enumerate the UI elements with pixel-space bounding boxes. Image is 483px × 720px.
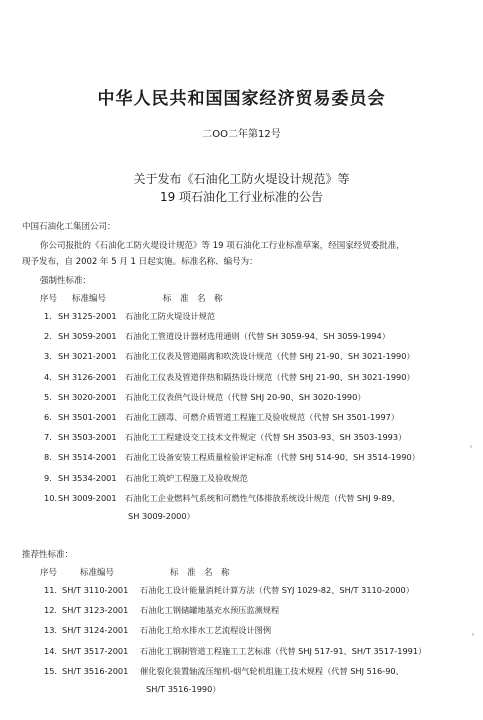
paragraph-line2: 现予发布，自 2002 年 5 月 1 日起实施。标准名称、编号为： — [22, 257, 258, 267]
row-number: 1. — [44, 311, 52, 321]
standard-name: 石油化工剧毒、可燃介质管道工程施工及验收规范（代替 SH 3501-1997） — [125, 412, 400, 422]
standard-code: SH 3009-2001 — [58, 492, 117, 503]
standard-code: SH 3126-2001 — [58, 371, 117, 382]
recommended-heading: 推荐性标准： — [22, 550, 74, 560]
row-number: 9. — [44, 472, 52, 483]
row-number: 6. — [44, 412, 52, 422]
standard-name: 石油化工管道设计器材选用通则（代替 SH 3059-94、SH 3059-1994） — [125, 331, 390, 342]
mandatory-col-seq: 序号 — [40, 294, 58, 304]
standard-code: SH 3125-2001 — [58, 311, 117, 321]
standard-code: SH 3021-2001 — [58, 351, 117, 362]
standard-name: 石油化工钢储罐地基充水预压监测规程 — [140, 605, 280, 616]
standard-code: SH/T 3110-2001 — [62, 585, 129, 595]
standard-name: 石油化工设备安装工程质量检验评定标准（代替 SHJ 514-90、SH 3514-1990） — [125, 452, 420, 463]
recommended-col-seq: 序号 — [40, 568, 58, 578]
mandatory-col-code: 标准编号 — [72, 294, 107, 304]
scan-mark — [472, 633, 474, 636]
row-number: 7. — [44, 432, 52, 443]
standard-code: SH 3059-2001 — [58, 331, 117, 342]
paragraph-line1: 你公司报批的《石油化工防火堤设计规范》等 19 项石油化工行业标准草案，经国家经贸委批准， — [40, 241, 405, 251]
standard-name-continued: SH/T 3516-1990） — [146, 684, 221, 694]
standard-name: 催化裂化装置轴流压缩机-烟气轮机组施工技术规程（代替 SHJ 516-90、 — [140, 665, 404, 676]
row-number: 5. — [44, 391, 52, 402]
row-number: 11. — [44, 585, 58, 595]
row-number: 15. — [44, 665, 58, 676]
scan-mark — [470, 445, 472, 448]
standard-name: 石油化工仪表及管道隔离和吹洗设计规范（代替 SHJ 21-90、SH 3021-1990） — [125, 351, 415, 362]
standard-name: 石油化工工程建设交工技术文件规定（代替 SH 3503-93、SH 3503-1993） — [125, 432, 407, 443]
standard-name: 石油化工设计能量消耗计算方法（代替 SYJ 1029-82、SH/T 3110-2000） — [140, 585, 414, 595]
standard-code: SH/T 3124-2001 — [62, 625, 129, 636]
row-number: 10. — [44, 492, 58, 503]
mandatory-heading: 强制性标准： — [40, 276, 92, 286]
standard-code: SH 3514-2001 — [58, 452, 117, 463]
standard-code: SH/T 3517-2001 — [62, 645, 129, 656]
row-number: 2. — [44, 331, 52, 342]
standard-name-continued: SH 3009-2000） — [128, 511, 195, 521]
standard-name: 石油化工钢制管道工程施工工艺标准（代替 SHJ 517-91、SH/T 3517-1991） — [140, 645, 427, 656]
row-number: 14. — [44, 645, 58, 656]
standard-code: SH 3501-2001 — [58, 412, 117, 422]
standard-code: SH/T 3516-2001 — [62, 665, 129, 676]
standard-code: SH/T 3123-2001 — [62, 605, 129, 616]
standard-name: 石油化工仪表及管道伴热和隔热设计规范（代替 SHJ 21-90、SH 3021-1990） — [125, 371, 415, 382]
row-number: 13. — [44, 625, 58, 636]
recommended-col-name: 标 准 名 称 — [170, 568, 230, 578]
issuing-authority: 中华人民共和国国家经济贸易委员会 — [97, 89, 386, 109]
row-number: 12. — [44, 605, 58, 616]
row-number: 3. — [44, 351, 52, 362]
standard-name: 石油化工企业燃料气系统和可燃性气体排放系统设计规范（代替 SHJ 9-89、 — [125, 492, 400, 503]
standard-name: 石油化工仪表供气设计规范（代替 SHJ 20-90、SH 3020-1990） — [125, 391, 366, 402]
announcement-title-line1: 关于发布《石油化工防火堤设计规范》等 — [133, 172, 350, 186]
standard-name: 石油化工筑炉工程施工及验收规范 — [125, 472, 248, 483]
standard-name: 石油化工防火堤设计规范 — [125, 311, 216, 321]
standard-code: SH 3503-2001 — [58, 432, 117, 443]
announcement-title-line2: 19 项石油化工行业标准的公告 — [159, 190, 324, 204]
standard-code: SH 3534-2001 — [58, 472, 117, 483]
document-number: 二OO二年第12号 — [202, 129, 281, 140]
recommended-col-code: 标准编号 — [80, 568, 115, 578]
standard-code: SH 3020-2001 — [58, 391, 117, 402]
standard-name: 石油化工给水排水工艺流程设计图例 — [140, 625, 272, 636]
mandatory-col-name: 标 准 名 称 — [163, 294, 223, 304]
row-number: 8. — [44, 452, 52, 463]
row-number: 4. — [44, 371, 52, 382]
addressee: 中国石油化工集团公司： — [22, 222, 116, 232]
